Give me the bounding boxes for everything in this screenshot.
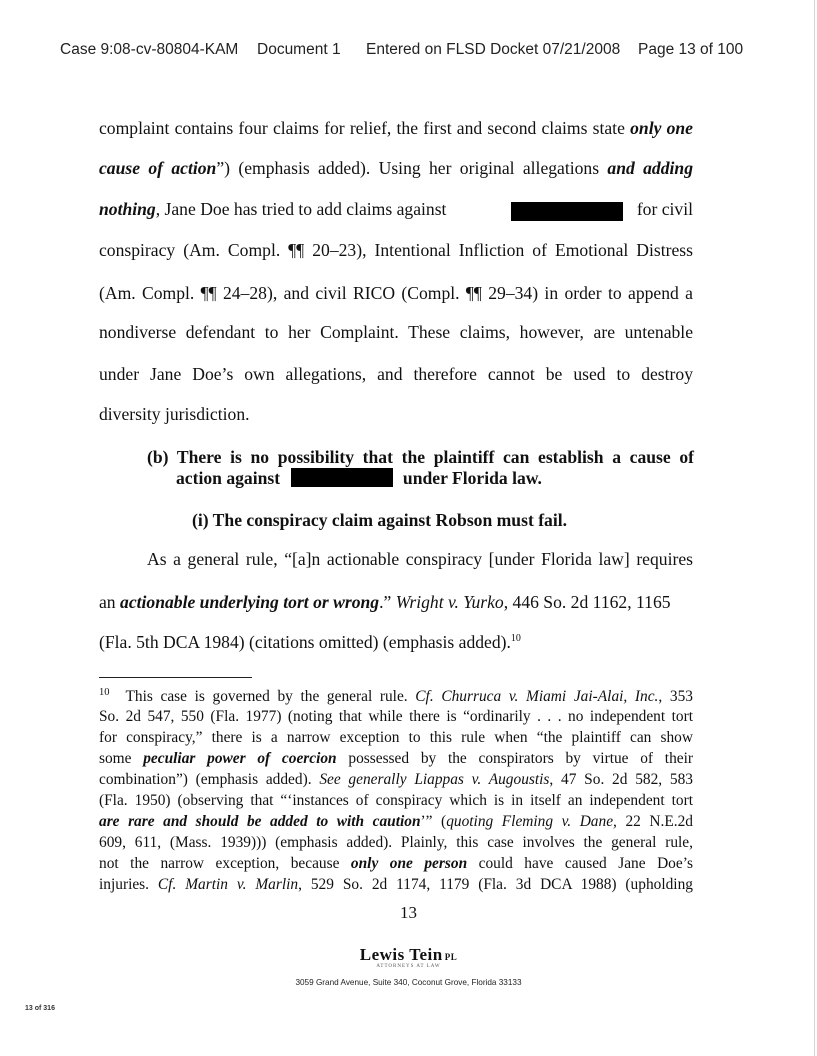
body-line: (Fla. 5th DCA 1984) (citations omitted) (emphasis added).$^{10}$ xyxy=(99,632,521,652)
redaction-box xyxy=(511,202,623,221)
footnote-divider xyxy=(99,677,252,678)
footnote-line: So. 2d 547, 550 (Fla. 1977) (noting that while there is “ordinarily . . . no independent tort xyxy=(99,708,693,725)
bates-stamp: 13 of 316 xyxy=(25,1005,55,1012)
page-number: 13 xyxy=(400,903,417,922)
footnote-ref: 10 xyxy=(510,633,521,644)
footnote-line: for conspiracy,” there is a narrow exception to this rule when “the plaintiff can show xyxy=(99,729,693,746)
body-line: an actionable underlying tort or wrong.” Wright v. Yurko, 446 So. 2d 1162, 1165 xyxy=(99,592,671,612)
section-heading-b-line2: action against under Florida law. xyxy=(176,468,542,488)
footnote-line: 609, 611, (Mass. 1939))) (emphasis added). Plainly, this case involves the general rule, xyxy=(99,834,693,851)
page-edge-line xyxy=(814,0,815,1056)
page-counter: Page 13 of 100 xyxy=(638,41,744,58)
document-label: Document 1 xyxy=(257,41,341,58)
body-line: diversity jurisdiction. xyxy=(99,404,250,424)
docket-entry: Entered on FLSD Docket 07/21/2008 xyxy=(366,41,621,58)
section-heading-i: (i) The conspiracy claim against Robson must fail. xyxy=(192,510,568,530)
section-heading-b: (b) There is no possibility that the plaintiff can establish a cause of xyxy=(147,447,694,467)
body-line: As a general rule, “[a]n actionable conspiracy [under Florida law] requires xyxy=(147,549,693,569)
footnote-line: injuries. Cf. Martin v. Marlin, 529 So. 2d 1174, 1179 (Fla. 3d DCA 1988) (upholding xyxy=(99,876,693,893)
footnote-number: 10 xyxy=(99,687,110,698)
case-number: Case 9:08-cv-80804-KAM xyxy=(60,41,239,58)
firm-logo: Lewis Tein PL xyxy=(359,945,458,964)
body-line: (Am. Compl. ¶¶ 24–28), and civil RICO (Compl. ¶¶ 29–34) in order to append a xyxy=(99,283,693,303)
firm-address: 3059 Grand Avenue, Suite 340, Coconut Grove, Florida 33133 xyxy=(295,978,522,987)
body-line: conspiracy (Am. Compl. ¶¶ 20–23), Intentional Infliction of Emotional Distress xyxy=(99,240,693,260)
footnote-line: some peculiar power of coercion possessed by the conspirators by virtue of their xyxy=(99,750,693,767)
footnote-line: are rare and should be added to with caution’” (quoting Fleming v. Dane, 22 N.E.2d xyxy=(99,813,693,830)
footnote-line: $^{10}$ This case is governed by the general rule. Cf. Churruca v. Miami Jai-Alai, Inc., 353 xyxy=(99,687,693,705)
body-line: complaint contains four claims for relief, the first and second claims state only one xyxy=(99,118,693,138)
firm-tagline: ATTORNEYS AT LAW xyxy=(376,964,441,969)
body-line: cause of action”) (emphasis added). Using her original allegations and adding xyxy=(99,158,693,178)
footnote-line: not the narrow exception, because only one person could have caused Jane Doe’s xyxy=(99,855,693,872)
footnote-line: (Fla. 1950) (observing that “‘instances of conspiracy which is in itself an independent tort xyxy=(99,792,693,809)
body-line: nondiverse defendant to her Complaint. These claims, however, are untenable xyxy=(99,322,693,342)
body-line: nothing, Jane Doe has tried to add claims against for civil xyxy=(99,199,693,219)
redaction-box xyxy=(291,468,393,487)
footnote-line: combination”) (emphasis added). See generally Liappas v. Augoustis, 47 So. 2d 582, 583 xyxy=(99,771,693,788)
body-line: under Jane Doe’s own allegations, and therefore cannot be used to destroy xyxy=(99,364,693,384)
